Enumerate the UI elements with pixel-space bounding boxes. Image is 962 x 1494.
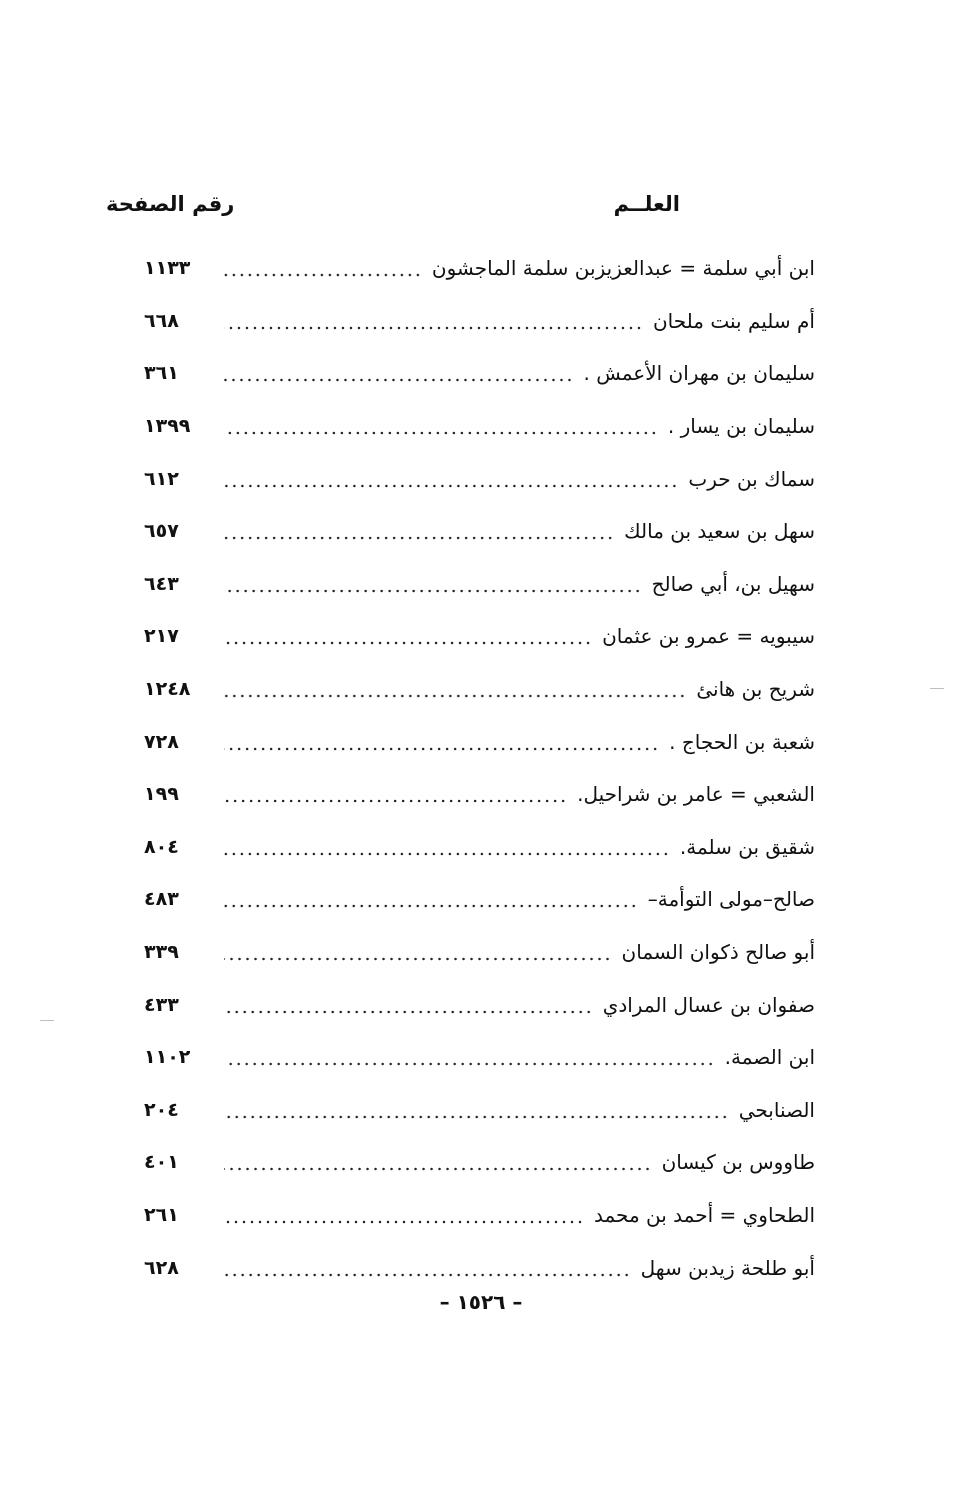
scan-margin-mark xyxy=(40,1020,54,1021)
index-entry xyxy=(110,715,815,768)
header-name-label: العلــم xyxy=(613,192,680,216)
entry-page-number: ٦٤٣ xyxy=(144,572,179,595)
index-entry xyxy=(110,663,815,716)
dot-leader xyxy=(224,521,614,541)
index-entry xyxy=(110,1189,815,1242)
entry-name: سهيل بن، أبي صالح xyxy=(651,571,815,596)
index-entry xyxy=(110,926,815,979)
index-entry xyxy=(110,768,815,821)
entry-page-number: ٣٦١ xyxy=(144,362,179,385)
dot-leader xyxy=(224,1152,652,1172)
entry-page-number: ٨٠٤ xyxy=(144,835,179,858)
index-entry xyxy=(110,452,815,505)
entry-page-number: ٦٦٨ xyxy=(144,309,179,332)
scan-margin-mark xyxy=(930,688,944,689)
dot-leader xyxy=(224,574,642,594)
entry-name: صفوان بن عسال المرادي xyxy=(602,992,815,1017)
index-entry xyxy=(110,1136,815,1189)
dot-leader xyxy=(224,889,638,909)
index-entry xyxy=(110,610,815,663)
dot-leader xyxy=(224,732,659,752)
index-entry xyxy=(110,1241,815,1294)
index-entries xyxy=(110,242,815,1294)
index-entry xyxy=(110,1031,815,1084)
entry-name: أم سليم بنت ملحان xyxy=(652,308,815,333)
entry-page-number: ٤٠١ xyxy=(144,1151,179,1174)
index-entry xyxy=(110,821,815,874)
index-entry xyxy=(110,1084,815,1137)
entry-page-number: ٣٣٩ xyxy=(144,941,179,964)
index-entry xyxy=(110,400,815,453)
entry-name: الشعبي = عامر بن شراحيل. xyxy=(577,782,815,807)
entry-page-number: ٢٠٤ xyxy=(144,1098,179,1121)
entry-page-number: ٢١٧ xyxy=(144,625,179,648)
entry-name: صالح–مولى التوأمة– xyxy=(647,887,815,912)
entry-name: سليمان بن يسار . xyxy=(667,414,815,439)
page-number: – ١٥٢٦ – xyxy=(439,1290,523,1314)
dot-leader xyxy=(224,363,573,383)
entry-page-number: ١٣٩٩ xyxy=(144,415,191,438)
dot-leader xyxy=(224,1100,729,1120)
dot-leader xyxy=(224,258,422,278)
entry-page-number: ٦٢٨ xyxy=(144,1256,179,1279)
entry-page-number: ١١٠٢ xyxy=(144,1046,191,1069)
index-entry xyxy=(110,978,815,1031)
index-entry xyxy=(110,505,815,558)
dot-leader xyxy=(224,469,678,489)
dot-leader xyxy=(224,1258,631,1278)
header-page-label: رقم الصفحة xyxy=(106,192,235,216)
index-entry xyxy=(110,242,815,295)
entry-name: سيبويه = عمرو بن عثمان xyxy=(602,624,815,649)
entry-name: أبو طلحة زيدبن سهل xyxy=(640,1255,815,1280)
entry-page-number: ١٢٤٨ xyxy=(144,678,191,701)
entry-page-number: ٤٣٣ xyxy=(144,993,179,1016)
dot-leader xyxy=(224,416,658,436)
index-entry xyxy=(110,558,815,611)
dot-leader xyxy=(224,942,612,962)
entry-page-number: ٢٦١ xyxy=(144,1203,179,1226)
entry-name: ابن الصمة. xyxy=(724,1045,815,1070)
entry-page-number: ٤٨٣ xyxy=(144,888,179,911)
entry-name: شريح بن هانئ xyxy=(696,677,815,702)
index-entry xyxy=(110,295,815,348)
dot-leader xyxy=(224,626,592,646)
entry-page-number: ٧٢٨ xyxy=(144,730,179,753)
dot-leader xyxy=(224,1047,715,1067)
dot-leader xyxy=(224,1205,584,1225)
entry-name: سليمان بن مهران الأعمش . xyxy=(583,361,815,386)
entry-page-number: ٦٥٧ xyxy=(144,520,179,543)
entry-name: طاووس بن كيسان xyxy=(661,1150,815,1175)
entry-name: أبو صالح ذكوان السمان xyxy=(621,940,815,965)
entry-name: الطحاوي = أحمد بن محمد xyxy=(593,1202,815,1227)
entry-page-number: ٦١٢ xyxy=(144,467,179,490)
dot-leader xyxy=(224,995,593,1015)
entry-name: ابن أبي سلمة = عبدالعزيزبن سلمة الماجشون xyxy=(431,256,815,281)
dot-leader xyxy=(224,784,567,804)
dot-leader xyxy=(224,311,643,331)
entry-name: الصنابحي xyxy=(738,1097,815,1122)
index-header xyxy=(100,192,820,232)
entry-name: شقيق بن سلمة. xyxy=(679,834,815,859)
index-entry xyxy=(110,347,815,400)
entry-name: شعبة بن الحجاج . xyxy=(669,729,815,754)
dot-leader xyxy=(224,837,670,857)
dot-leader xyxy=(224,679,686,699)
entry-name: سماك بن حرب xyxy=(688,466,815,491)
entry-page-number: ١٩٩ xyxy=(144,783,179,806)
entry-name: سهل بن سعيد بن مالك xyxy=(624,519,815,544)
entry-page-number: ١١٣٣ xyxy=(144,257,191,280)
index-entry xyxy=(110,873,815,926)
